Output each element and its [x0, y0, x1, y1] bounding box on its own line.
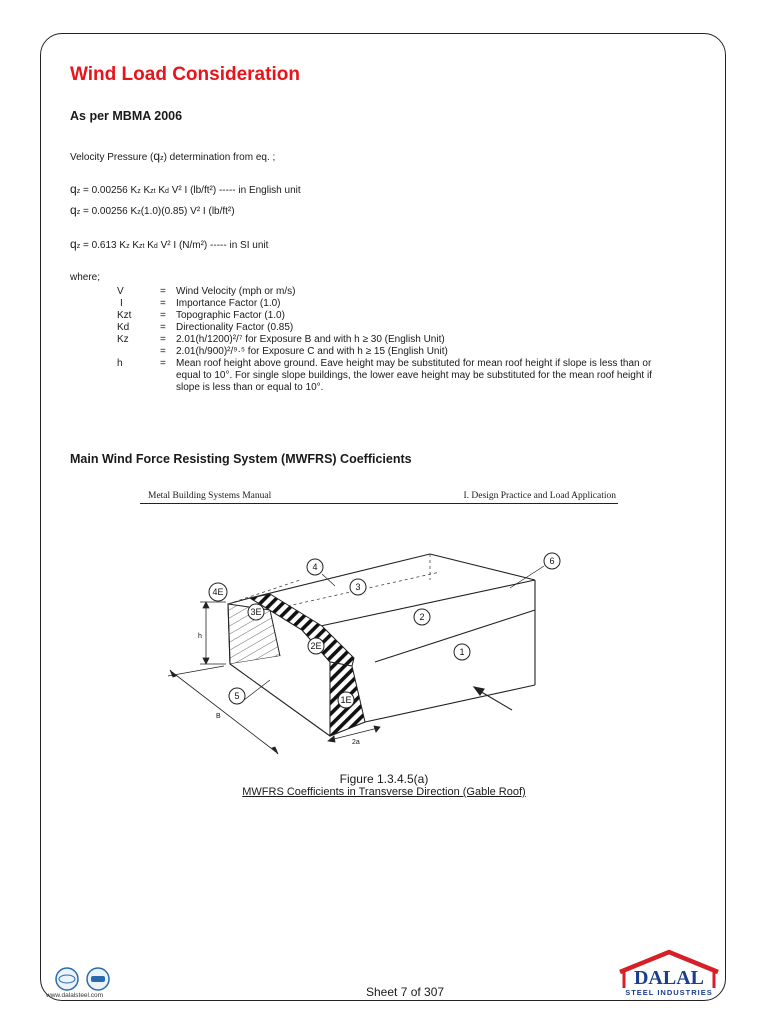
- definition-row: V = Wind Velocity (mph or m/s): [117, 286, 296, 297]
- standard-subtitle: As per MBMA 2006: [70, 109, 183, 123]
- svg-text:3: 3: [355, 582, 361, 592]
- zone-label: [229, 688, 245, 704]
- zone-label: [414, 609, 430, 625]
- wind-direction-arrow: [474, 687, 512, 710]
- svg-text:4E: 4E: [212, 587, 224, 597]
- svg-text:5: 5: [234, 691, 240, 701]
- svg-text:6: 6: [549, 556, 555, 566]
- definition-row: I = Importance Factor (1.0): [120, 298, 281, 309]
- zone-label: [248, 604, 264, 620]
- svg-text:2E: 2E: [310, 641, 322, 651]
- definition-row: Kz = 2.01(h/1200)²/⁷ for Exposure B and with h ≥ 30 (English Unit): [117, 334, 445, 345]
- figure-title: Figure 1.3.4.5(a): [339, 772, 429, 786]
- equation-english-simplified: qz = 0.00256 Kz(1.0)(0.85) V² I (lb/ft²): [70, 203, 235, 217]
- svg-text:1: 1: [459, 647, 465, 657]
- mwfrs-heading: Main Wind Force Resisting System (MWFRS) Coefficients: [70, 452, 412, 466]
- zone-label: [350, 579, 366, 595]
- manual-header: [140, 491, 618, 504]
- figure-caption: MWFRS Coefficients in Transverse Direction (Gable Roof): [242, 786, 526, 798]
- svg-text:DALAL: DALAL: [633, 967, 705, 989]
- dimension-2a: 2a: [352, 739, 360, 746]
- mwfrs-building-diagram: [140, 540, 600, 775]
- dimension-B: B: [216, 713, 221, 720]
- equation-english: qz = 0.00256 Kz Kzt Kd V² I (lb/ft²) ----- in English unit: [70, 182, 301, 196]
- svg-text:1E: 1E: [340, 695, 352, 705]
- dalal-logo: [614, 948, 724, 998]
- page-border: [40, 33, 726, 1001]
- zone-label: [209, 583, 227, 601]
- definition-row: Kd = Directionality Factor (0.85): [117, 322, 294, 333]
- definition-row: Kzt = Topographic Factor (1.0): [117, 310, 285, 321]
- page-title: Wind Load Consideration: [70, 64, 300, 85]
- zone-label: [544, 553, 560, 569]
- definition-row: h = Mean roof height above ground. Eave height may be substituted for mean roof height if slope is less than or equal to 10°. For single slope buildings, the lower eave height may be substituted for the mean roof height if slope is less than or equal to 10°.: [117, 358, 652, 393]
- zone-label: [454, 644, 470, 660]
- zone-label: [307, 559, 323, 575]
- where-label: where;: [70, 272, 101, 283]
- intro-text: Velocity Pressure (qz) determination from eq. ;: [70, 149, 276, 163]
- dimension-h: h: [198, 633, 202, 640]
- zone-label: [338, 692, 354, 708]
- svg-text:4: 4: [312, 562, 318, 572]
- svg-text:STEEL INDUSTRIES: STEEL INDUSTRIES: [625, 988, 713, 997]
- definition-row: = 2.01(h/900)²/⁹·⁵ for Exposure C and with h ≥ 15 (English Unit): [160, 346, 448, 357]
- certification-badges: [54, 966, 116, 992]
- company-url[interactable]: www.dalalsteel.com: [46, 992, 104, 999]
- sheet-number: Sheet 7 of 307: [366, 985, 445, 999]
- equation-si: qz = 0.613 Kz Kzt Kd V² I (N/m²) ----- in SI unit: [70, 237, 269, 251]
- manual-header-left: Metal Building Systems Manual: [148, 491, 272, 501]
- zone-label: [308, 638, 324, 654]
- svg-text:3E: 3E: [250, 607, 262, 617]
- manual-header-right: I. Design Practice and Load Application: [463, 491, 616, 501]
- svg-text:2: 2: [419, 612, 425, 622]
